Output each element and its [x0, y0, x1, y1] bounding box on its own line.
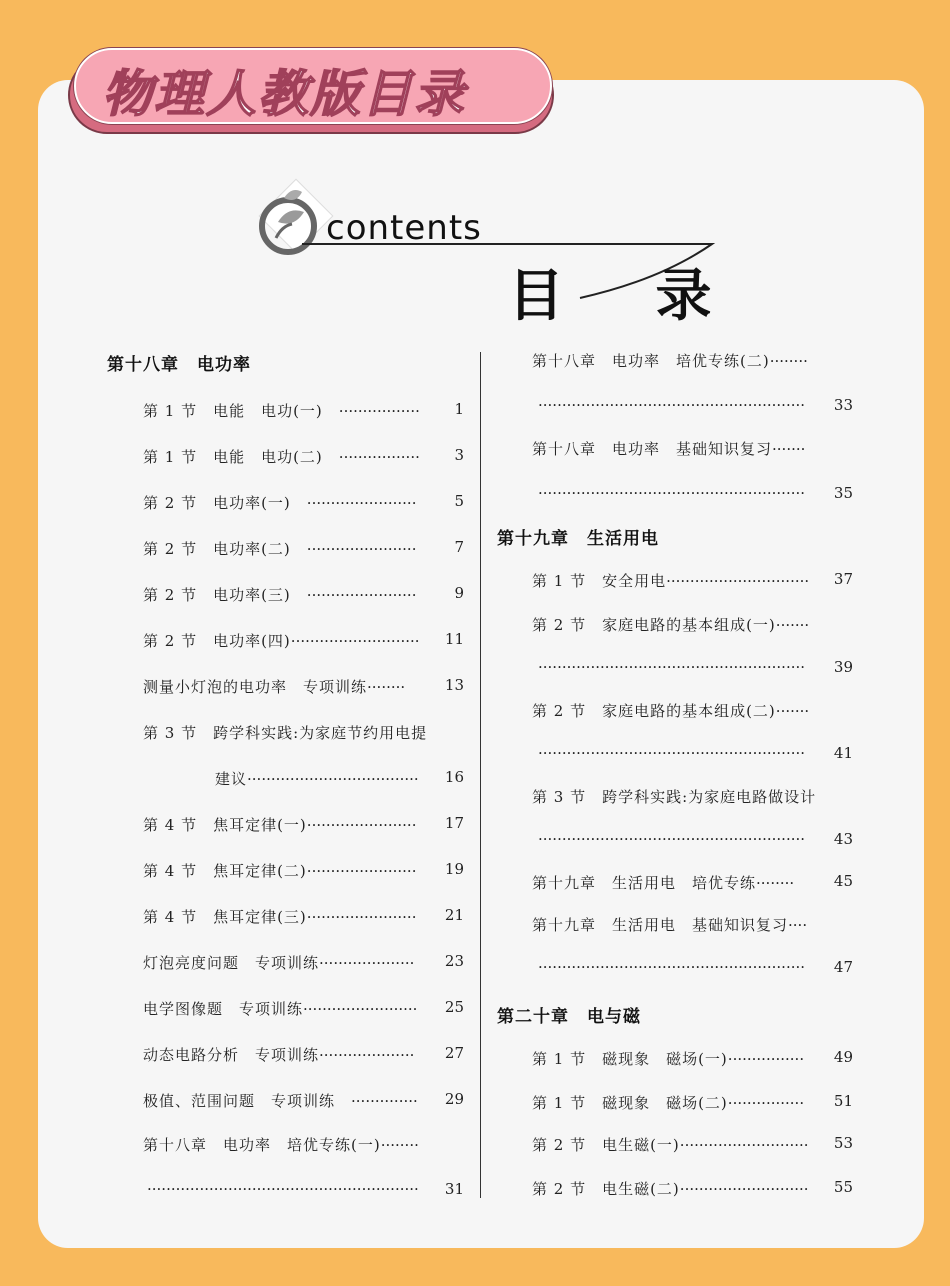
- toc-leader-dots: ········: [367, 678, 406, 696]
- toc-entry[interactable]: [143, 492, 416, 513]
- toc-leader-dots: ···························: [290, 632, 420, 650]
- toc-leader-dots: ························································: [538, 658, 806, 676]
- toc-entry[interactable]: [143, 952, 414, 973]
- toc-entry-title: 第 2 节 电功率(四): [143, 632, 291, 650]
- toc-entry[interactable]: [532, 1092, 804, 1113]
- toc-leader-dots: ··············: [351, 1092, 418, 1110]
- toc-page-number: 19: [444, 860, 464, 878]
- toc-leader-dots: ·······················: [306, 540, 417, 558]
- contents-heading: contents: [326, 208, 482, 248]
- toc-page-number: 41: [833, 744, 853, 762]
- toc-entry-title: 第 3 节 跨学科实践:为家庭节约用电提: [143, 724, 428, 742]
- toc-entry-title: 第 2 节 家庭电路的基本组成(二): [532, 702, 776, 720]
- toc-page-number: 31: [444, 1180, 464, 1198]
- toc-page-number: 51: [833, 1092, 853, 1110]
- toc-page-number: 13: [444, 676, 464, 694]
- toc-leader-dots: ························································: [538, 958, 806, 976]
- toc-entry[interactable]: [538, 744, 805, 762]
- toc-entry-title: 动态电路分析 专项训练: [143, 1046, 320, 1064]
- toc-leader-dots: ························································: [538, 484, 806, 502]
- column-divider: [480, 352, 481, 1198]
- toc-entry-title: 第十九章 生活用电 基础知识复习: [532, 916, 789, 934]
- toc-page-number: 16: [444, 768, 464, 786]
- chapter-20-heading: 第二十章 电与磁: [497, 1007, 641, 1027]
- toc-leader-dots: ·······················: [306, 816, 417, 834]
- toc-entry[interactable]: [532, 914, 807, 935]
- toc-entry[interactable]: [538, 958, 805, 976]
- toc-entry-title: 第 1 节 安全用电: [532, 572, 667, 590]
- toc-page-number: 3: [454, 446, 464, 464]
- toc-entry[interactable]: [532, 1178, 809, 1199]
- toc-entry[interactable]: [143, 446, 420, 467]
- toc-page-number: 43: [833, 830, 853, 848]
- toc-entry-title: 第十九章 生活用电 培优专练: [532, 874, 757, 892]
- toc-entry[interactable]: [143, 630, 420, 651]
- toc-leader-dots: ····: [788, 916, 808, 934]
- toc-leader-dots: ········: [756, 874, 795, 892]
- toc-entry[interactable]: [532, 350, 808, 371]
- toc-page-number: 21: [444, 906, 464, 924]
- toc-leader-dots: ·······················: [306, 862, 417, 880]
- toc-page-number: 23: [444, 952, 464, 970]
- toc-entry-title: 第 1 节 电能 电功(一): [143, 402, 339, 420]
- toc-entry[interactable]: [532, 700, 809, 721]
- toc-entry-title: 第 2 节 电生磁(二): [532, 1180, 680, 1198]
- toc-entry-title: 第十八章 电功率 基础知识复习: [532, 440, 773, 458]
- toc-entry[interactable]: [143, 1134, 419, 1155]
- toc-page-number: 7: [454, 538, 464, 556]
- toc-leader-dots: ····················: [319, 1046, 415, 1064]
- toc-entry-title: 第 2 节 电生磁(一): [532, 1136, 680, 1154]
- banner-title: 物理人教版目录: [102, 65, 466, 123]
- toc-page-number: 17: [444, 814, 464, 832]
- toc-leader-dots: ·······: [772, 440, 806, 458]
- toc-page-number: 35: [833, 484, 853, 502]
- toc-leader-dots: ·······: [775, 616, 810, 634]
- toc-entry-title: 第 1 节 磁现象 磁场(一): [532, 1050, 728, 1068]
- toc-entry[interactable]: [532, 570, 809, 591]
- toc-entry[interactable]: [143, 538, 416, 559]
- toc-entry[interactable]: [143, 676, 405, 697]
- toc-entry-title: 第 3 节 跨学科实践:为家庭电路做设计: [532, 788, 817, 806]
- toc-entry-title: 第 4 节 焦耳定律(三): [143, 908, 307, 926]
- toc-entry[interactable]: [215, 768, 419, 789]
- mulu-heading: 目 录: [508, 264, 748, 329]
- toc-entry[interactable]: [532, 1134, 809, 1155]
- toc-entry-title: 极值、范围问题 专项训练: [143, 1092, 352, 1110]
- toc-entry-title: 第十八章 电功率 培优专练(二): [532, 352, 770, 370]
- toc-leader-dots: ·················: [338, 448, 420, 466]
- toc-entry[interactable]: [532, 614, 809, 635]
- toc-entry[interactable]: [143, 400, 420, 421]
- toc-leader-dots: ·······················: [306, 586, 417, 604]
- toc-page-number: 45: [833, 872, 853, 890]
- toc-leader-dots: ·······················: [306, 908, 417, 926]
- toc-leader-dots: ························································: [538, 830, 806, 848]
- toc-entry-title: 第 2 节 电功率(三): [143, 586, 307, 604]
- toc-page-number: 37: [833, 570, 853, 588]
- toc-page-number: 29: [444, 1090, 464, 1108]
- toc-entry[interactable]: [538, 830, 805, 848]
- toc-page-number: 39: [833, 658, 853, 676]
- toc-entry-title: 第 1 节 磁现象 磁场(二): [532, 1094, 728, 1112]
- toc-entry[interactable]: [538, 396, 805, 414]
- toc-entry[interactable]: [532, 786, 816, 807]
- toc-entry-title: 第 1 节 电能 电功(二): [143, 448, 339, 466]
- toc-entry[interactable]: [532, 872, 794, 893]
- toc-page-number: 53: [833, 1134, 853, 1152]
- toc-entry-title: 电学图像题 专项训练: [143, 1000, 304, 1018]
- toc-page-number: 1: [454, 400, 464, 418]
- toc-entry[interactable]: [143, 906, 416, 927]
- toc-page-number: 9: [454, 584, 464, 602]
- toc-leader-dots: ························: [303, 1000, 418, 1018]
- toc-leader-dots: ························································: [538, 396, 806, 414]
- toc-entry[interactable]: [143, 998, 417, 1019]
- toc-entry-title: 第 2 节 家庭电路的基本组成(一): [532, 616, 776, 634]
- toc-entry[interactable]: [143, 814, 416, 835]
- toc-leader-dots: ···························: [679, 1136, 809, 1154]
- toc-leader-dots: ················: [727, 1050, 805, 1068]
- toc-leader-dots: ········: [769, 352, 808, 370]
- toc-leader-dots: ························································: [538, 744, 806, 762]
- chapter-19-heading: 第十九章 生活用电: [497, 529, 659, 549]
- toc-entry[interactable]: [143, 722, 427, 743]
- toc-entry[interactable]: [538, 658, 805, 676]
- toc-leader-dots: ·························································: [147, 1180, 419, 1198]
- toc-page-number: 33: [833, 396, 853, 414]
- toc-entry[interactable]: [147, 1180, 419, 1198]
- toc-entry[interactable]: [143, 584, 416, 605]
- toc-leader-dots: ················: [727, 1094, 805, 1112]
- toc-entry-title: 测量小灯泡的电功率 专项训练: [143, 678, 368, 696]
- toc-entry[interactable]: [538, 484, 805, 502]
- toc-page-number: 25: [444, 998, 464, 1016]
- toc-entry[interactable]: [143, 860, 416, 881]
- toc-entry-title: 第 4 节 焦耳定律(二): [143, 862, 307, 880]
- toc-entry-title: 灯泡亮度问题 专项训练: [143, 954, 320, 972]
- toc-entry[interactable]: [143, 1090, 418, 1111]
- toc-entry[interactable]: [532, 438, 805, 459]
- toc-page-number: 27: [444, 1044, 464, 1062]
- toc-page-number: 11: [444, 630, 464, 648]
- toc-page-number: 47: [833, 958, 853, 976]
- toc-leader-dots: ······························: [666, 572, 810, 590]
- toc-leader-dots: ···························: [679, 1180, 809, 1198]
- toc-leader-dots: ····································: [247, 770, 419, 788]
- chapter-18-heading: 第十八章 电功率: [107, 355, 251, 375]
- toc-leader-dots: ·················: [338, 402, 420, 420]
- toc-page-number: 55: [833, 1178, 853, 1196]
- toc-leader-dots: ·······················: [306, 494, 417, 512]
- toc-entry-title: 第 2 节 电功率(一): [143, 494, 307, 512]
- toc-entry[interactable]: [532, 1048, 804, 1069]
- toc-entry-title: 第十八章 电功率 培优专练(一): [143, 1136, 381, 1154]
- toc-leader-dots: ····················: [319, 954, 415, 972]
- toc-page-number: 5: [454, 492, 464, 510]
- toc-entry-title: 第 2 节 电功率(二): [143, 540, 307, 558]
- toc-page-number: 49: [833, 1048, 853, 1066]
- toc-leader-dots: ·······: [775, 702, 810, 720]
- toc-leader-dots: ········: [380, 1136, 419, 1154]
- toc-entry[interactable]: [143, 1044, 414, 1065]
- toc-entry-title: 建议: [215, 770, 248, 788]
- toc-entry-title: 第 4 节 焦耳定律(一): [143, 816, 307, 834]
